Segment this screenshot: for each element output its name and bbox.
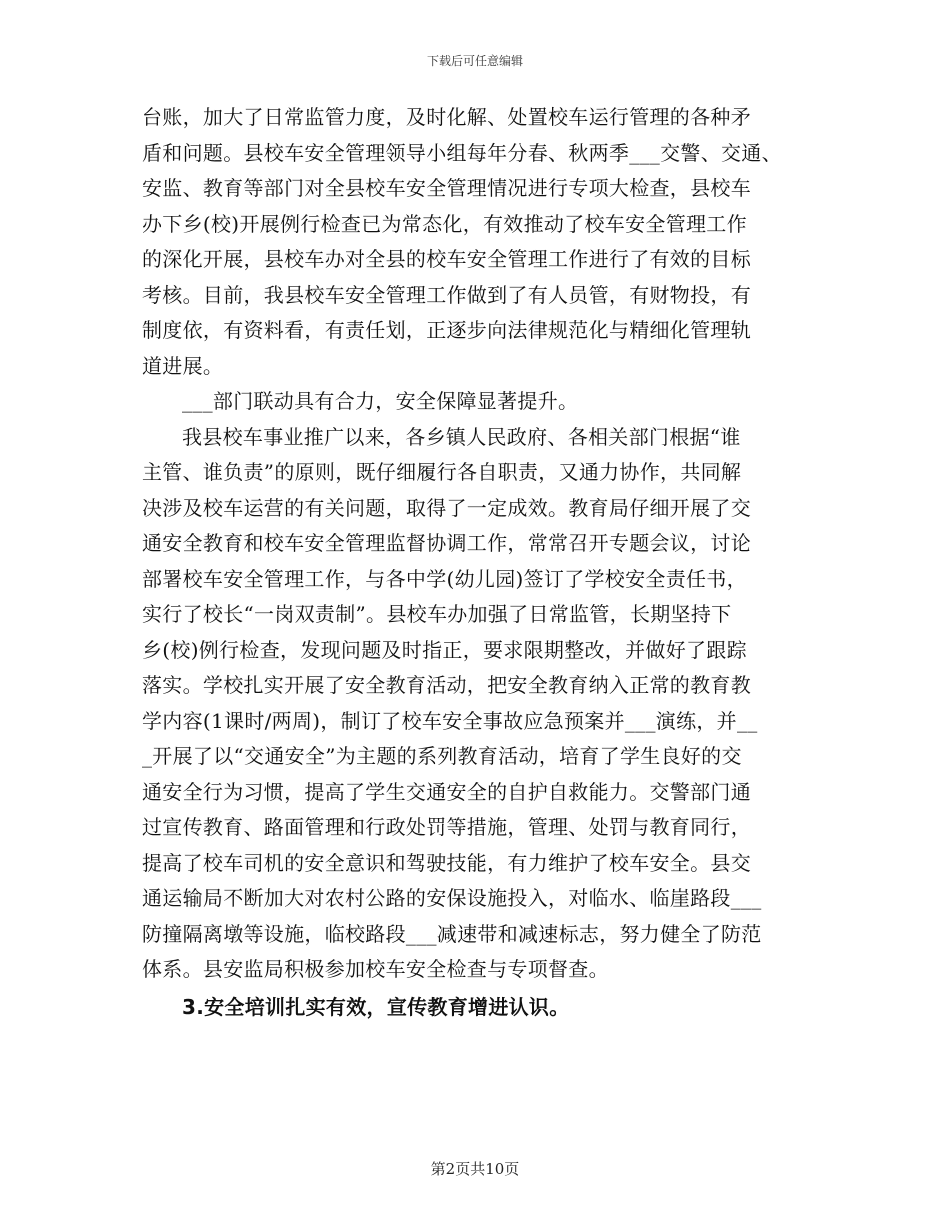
text-line: _开展了以“交通安全”为主题的系列教育活动，培育了学生良好的交 bbox=[142, 744, 742, 768]
text-line: 落实。学校扎实开展了安全教育活动，把安全教育纳入正常的教育教 bbox=[142, 673, 751, 697]
text-line: 提高了校车司机的安全意识和驾驶技能，有力维护了校车安全。县交 bbox=[142, 850, 751, 875]
text-line: 乡(校)例行检查，发现问题及时指正，要求限期整改，并做好了跟踪 bbox=[142, 637, 747, 662]
text-line: 办下乡(校)开展例行检查已为常态化，有效推动了校车安全管理工作 bbox=[142, 211, 747, 236]
text-line: 决涉及校车运营的有关问题，取得了一定成效。教育局仔细开展了交 bbox=[142, 495, 751, 520]
text-line: 台账，加大了日常监管力度，及时化解、处置校车运行管理的各种矛 bbox=[142, 105, 751, 129]
text-line: 安监、教育等部门对全县校车安全管理情况进行专项大检查，县校车 bbox=[142, 176, 751, 200]
text-line: 过宣传教育、路面管理和行政处罚等措施，管理、处罚与教育同行， bbox=[142, 815, 751, 839]
text-line: 的深化开展，县校车办对全县的校车安全管理工作进行了有效的目标 bbox=[142, 247, 751, 271]
section-heading: 3.安全培训扎实有效，宣传教育增进认识。 bbox=[182, 994, 570, 1019]
text-line: 盾和问题。县校车安全管理领导小组每年分春、秋两季___交警、交通、 bbox=[142, 140, 782, 165]
text-line: 通安全教育和校车安全管理监督协调工作，常常召开专题会议，讨论 bbox=[142, 531, 751, 555]
text-line: 考核。目前，我县校车安全管理工作做到了有人员管，有财物投，有 bbox=[142, 282, 751, 307]
text-line: 制度依，有资料看，有责任划，正逐步向法律规范化与精细化管理轨 bbox=[142, 318, 751, 342]
text-line: 防撞隔离墩等设施，临校路段___减速带和减速标志，努力健全了防范 bbox=[142, 921, 762, 946]
page-header: 下载后可任意编辑 bbox=[426, 54, 523, 68]
text-line: 主管、谁负责”的原则，既仔细履行各自职责，又通力协作，共同解 bbox=[142, 460, 742, 484]
text-line: 道进展。 bbox=[142, 353, 224, 378]
text-line: 实行了校长“一岗双责制”。县校车办加强了日常监管，长期坚持下 bbox=[142, 602, 732, 626]
text-line: 学内容(1课时/两周)，制订了校车安全事故应急预案并___演练，并__ bbox=[142, 708, 758, 733]
page-number: 第2页共10页 bbox=[430, 1160, 520, 1178]
subheading-line: ___部门联动具有合力，安全保障显著提升。 bbox=[182, 389, 579, 413]
text-line: 通运输局不断加大对农村公路的安保设施投入，对临水、临崖路段___ bbox=[142, 886, 762, 910]
body-text bbox=[142, 100, 822, 1025]
text-line: 体系。县安监局积极参加校车安全检查与专项督查。 bbox=[142, 957, 609, 981]
text-line: 部署校车安全管理工作，与各中学(幼儿园)签订了学校安全责任书， bbox=[142, 566, 747, 591]
text-line: 通安全行为习惯，提高了学生交通安全的自护自救能力。交警部门通 bbox=[142, 779, 751, 804]
paragraph-start-line: 我县校车事业推广以来，各乡镇人民政府、各相关部门根据“谁 bbox=[182, 424, 741, 449]
